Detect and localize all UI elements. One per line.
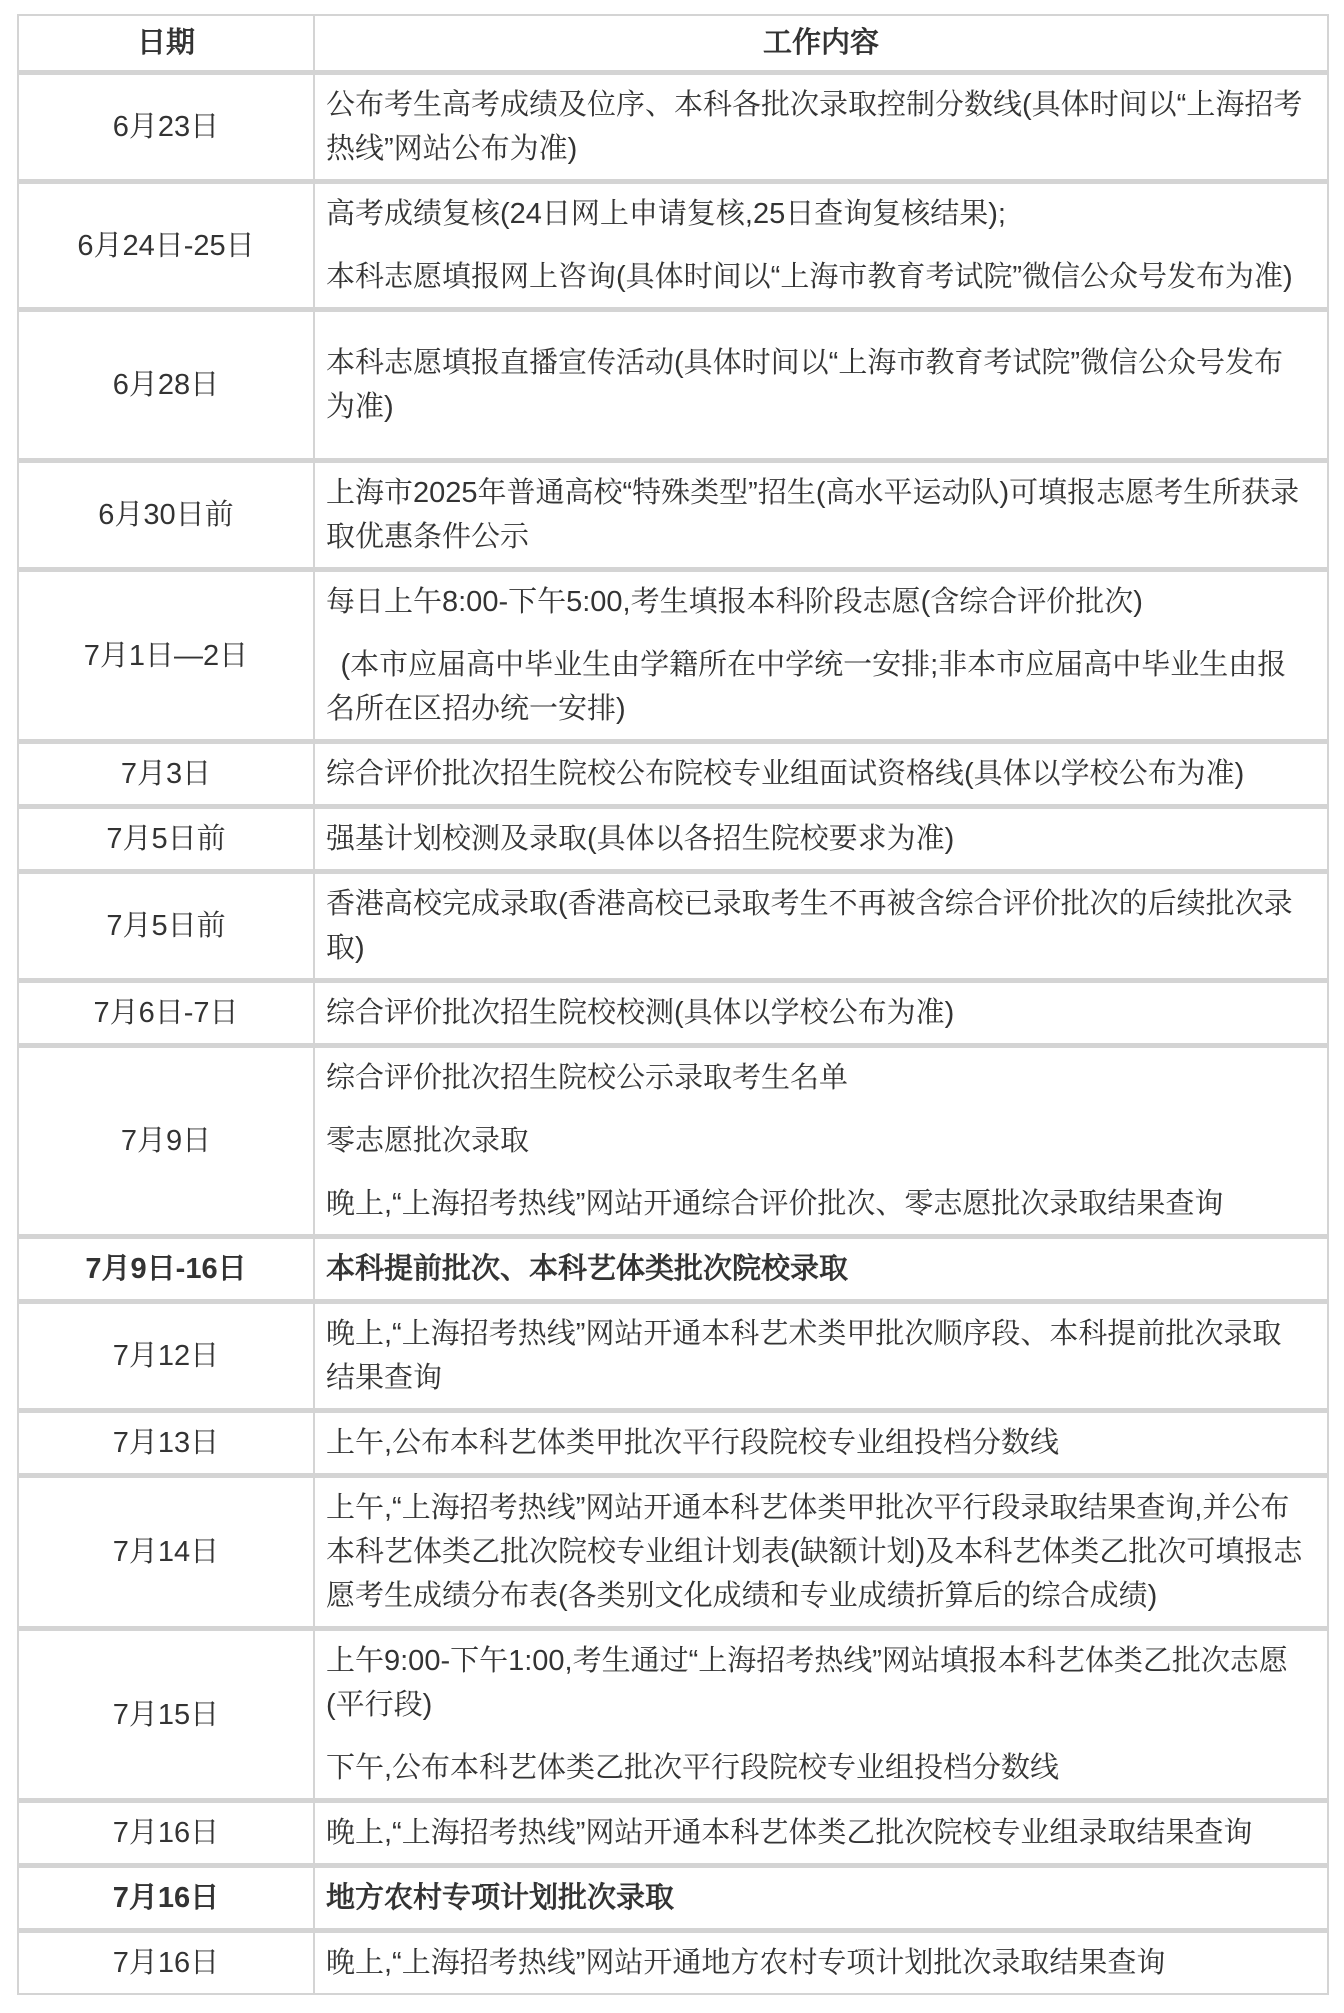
schedule-body [18, 73, 1328, 1995]
admission-schedule-table [17, 14, 1329, 1995]
date-cell: 7月12日 [18, 1302, 314, 1411]
content-paragraph: 上午9:00-下午1:00,考生通过“上海招考热线”网站填报本科艺体类乙批次志愿(平行段) [326, 1645, 1288, 1721]
content-cell [314, 1931, 1328, 1995]
date-cell: 7月1日—2日 [18, 570, 314, 742]
table-row [18, 1476, 1328, 1629]
content-paragraph: 本科提前批次、本科艺体类批次院校录取 [326, 1253, 849, 1285]
content-paragraph: 公布考生高考成绩及位序、本科各批次录取控制分数线(具体时间以“上海招考热线”网站公布为准) [326, 89, 1303, 165]
content-paragraph: 地方农村专项计划批次录取 [326, 1882, 675, 1914]
content-paragraph: (本市应届高中毕业生由学籍所在中学统一安排;非本市应届高中毕业生由报名所在区招办统一安排) [326, 649, 1287, 725]
date-cell: 7月6日-7日 [18, 981, 314, 1046]
date-cell: 6月23日 [18, 73, 314, 182]
date-cell: 6月24日-25日 [18, 182, 314, 310]
content-paragraph: 综合评价批次招生院校校测(具体以学校公布为准) [326, 997, 955, 1029]
date-cell: 7月3日 [18, 742, 314, 807]
content-paragraph: 本科志愿填报网上咨询(具体时间以“上海市教育考试院”微信公众号发布为准) [326, 261, 1293, 293]
table-row [18, 182, 1328, 310]
table-row [18, 981, 1328, 1046]
date-cell: 6月30日前 [18, 461, 314, 570]
content-cell [314, 182, 1328, 310]
content-paragraph: 综合评价批次招生院校公布院校专业组面试资格线(具体以学校公布为准) [326, 758, 1245, 790]
table-row [18, 1629, 1328, 1801]
date-cell: 7月5日前 [18, 872, 314, 981]
date-cell: 7月13日 [18, 1411, 314, 1476]
content-column-header: 工作内容 [314, 15, 1328, 73]
table-row [18, 1046, 1328, 1237]
table-row [18, 570, 1328, 742]
content-cell [314, 872, 1328, 981]
date-cell: 7月9日-16日 [18, 1237, 314, 1302]
content-cell [314, 461, 1328, 570]
content-cell [314, 807, 1328, 872]
content-paragraph: 本科志愿填报直播宣传活动(具体时间以“上海市教育考试院”微信公众号发布为准) [326, 347, 1283, 423]
table-row [18, 1866, 1328, 1931]
table-row [18, 1931, 1328, 1995]
table-row [18, 461, 1328, 570]
table-row [18, 310, 1328, 461]
content-paragraph: 零志愿批次录取 [326, 1125, 530, 1157]
content-cell [314, 1046, 1328, 1237]
content-cell [314, 1629, 1328, 1801]
date-column-header: 日期 [18, 15, 314, 73]
date-cell: 7月9日 [18, 1046, 314, 1237]
content-cell [314, 1866, 1328, 1931]
content-cell [314, 310, 1328, 461]
content-paragraph: 晚上,“上海招考热线”网站开通综合评价批次、零志愿批次录取结果查询 [326, 1188, 1224, 1220]
content-paragraph: 综合评价批次招生院校公示录取考生名单 [326, 1062, 849, 1094]
content-cell [314, 1476, 1328, 1629]
content-paragraph: 香港高校完成录取(香港高校已录取考生不再被含综合评价批次的后续批次录取) [326, 888, 1293, 964]
content-paragraph: 上海市2025年普通高校“特殊类型”招生(高水平运动队)可填报志愿考生所获录取优惠条件公示 [326, 477, 1300, 553]
table-row [18, 1302, 1328, 1411]
date-cell: 7月16日 [18, 1801, 314, 1866]
content-paragraph: 上午,“上海招考热线”网站开通本科艺体类甲批次平行段录取结果查询,并公布本科艺体类乙批次院校专业组计划表(缺额计划)及本科艺体类乙批次可填报志愿考生成绩分布表(各类别文化成绩和专业成绩折算后的综合成绩) [326, 1492, 1303, 1612]
date-cell: 7月5日前 [18, 807, 314, 872]
content-cell [314, 981, 1328, 1046]
content-cell [314, 742, 1328, 807]
content-cell [314, 1801, 1328, 1866]
table-row [18, 1237, 1328, 1302]
date-cell: 7月14日 [18, 1476, 314, 1629]
content-cell [314, 1411, 1328, 1476]
content-paragraph: 晚上,“上海招考热线”网站开通本科艺术类甲批次顺序段、本科提前批次录取结果查询 [326, 1318, 1282, 1394]
date-cell: 7月15日 [18, 1629, 314, 1801]
content-paragraph: 晚上,“上海招考热线”网站开通地方农村专项计划批次录取结果查询 [326, 1947, 1166, 1979]
content-paragraph: 上午,公布本科艺体类甲批次平行段院校专业组投档分数线 [326, 1427, 1060, 1459]
table-row [18, 1801, 1328, 1866]
content-cell [314, 1237, 1328, 1302]
table-row [18, 872, 1328, 981]
date-cell: 7月16日 [18, 1931, 314, 1995]
content-paragraph: 晚上,“上海招考热线”网站开通本科艺体类乙批次院校专业组录取结果查询 [326, 1817, 1253, 1849]
table-row [18, 1411, 1328, 1476]
content-cell [314, 570, 1328, 742]
date-cell: 6月28日 [18, 310, 314, 461]
content-paragraph: 高考成绩复核(24日网上申请复核,25日查询复核结果); [326, 198, 1006, 230]
table-row [18, 73, 1328, 182]
table-header-row [18, 15, 1328, 73]
table-row [18, 742, 1328, 807]
content-paragraph: 强基计划校测及录取(具体以各招生院校要求为准) [326, 823, 955, 855]
content-paragraph: 每日上午8:00-下午5:00,考生填报本科阶段志愿(含综合评价批次) [326, 586, 1143, 618]
content-cell [314, 1302, 1328, 1411]
table-row [18, 807, 1328, 872]
content-paragraph: 下午,公布本科艺体类乙批次平行段院校专业组投档分数线 [326, 1752, 1060, 1784]
content-cell [314, 73, 1328, 182]
date-cell: 7月16日 [18, 1866, 314, 1931]
